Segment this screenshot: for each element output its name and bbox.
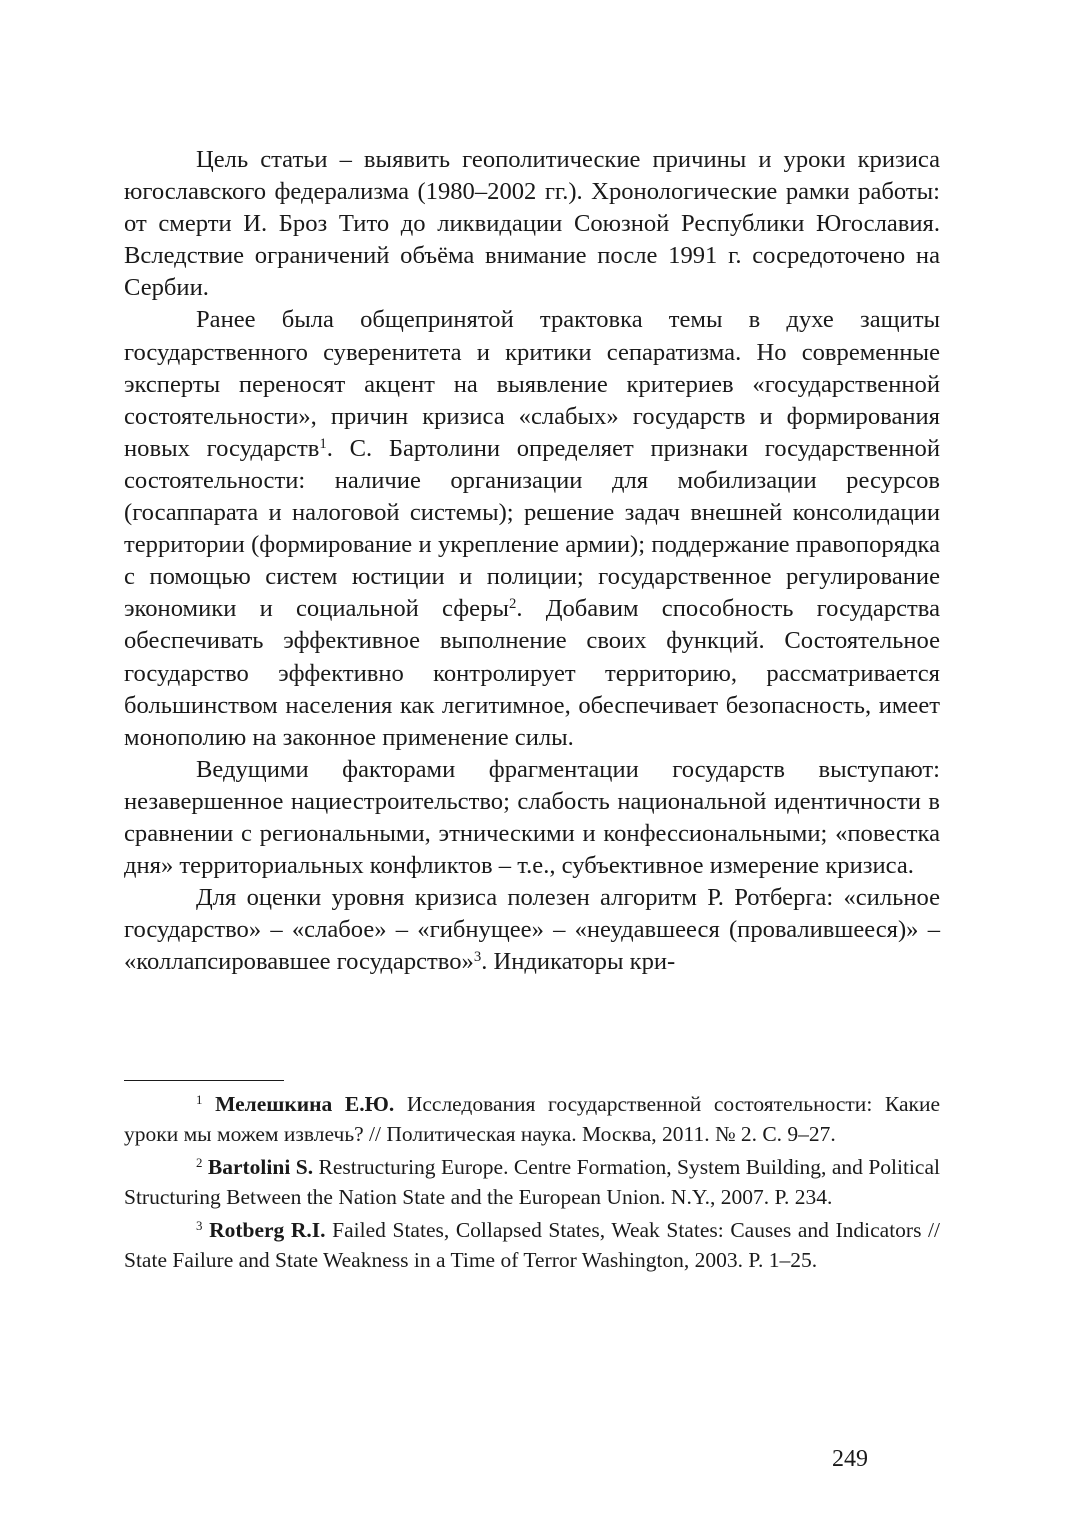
footnote-3: $^3$ Rotberg R.I. Failed States, Collapsed States, Weak States: Causes and Indicators // State Failure and State Weakness in a Time of Terror Washington, 2003. P. 1–25. bbox=[124, 1218, 940, 1272]
paragraph-2: Ранее была общепринятой трактовка темы в духе защиты государственного суверенитета и критики сепаратизма. Но современные эксперты переносят акцент на выявление критериев «государственной состоятельности», причин кризиса «слабых» государств и формирования новых государств$^1$. С. Бартолини определяет признаки государственной состоятельности: наличие организации для мобилизации ресурсов (госаппарата и налоговой системы); решение задач внешней консолидации территории (формирование и укрепление армии); поддержание правопорядка с помощью систем юстиции и полиции; государственное регулирование экономики и социальной сферы$^2$. Добавим способность государства обеспечивать эффективное выполнение своих функций. Состоятельное государство эффективно контролирует территорию, рассматривается большинством населения как легитимное, обеспечивает безопасность, имеет монополию на законное применение силы. bbox=[124, 306, 941, 751]
footnote-marker: 1 bbox=[196, 1092, 203, 1107]
footnote-separator bbox=[124, 1080, 284, 1081]
main-text bbox=[124, 144, 940, 978]
footnote-1: $^1$ Мелешкина Е.Ю. Исследования государственной состоятельности: Какие уроки мы можем извлечь? // Политическая наука. Москва, 2011. № 2. С. 9–27. bbox=[124, 1092, 940, 1146]
footnote-marker: 3 bbox=[473, 949, 482, 966]
footnote-marker: 2 bbox=[196, 1155, 203, 1170]
footnotes bbox=[124, 1090, 940, 1279]
author-name: Мелешкина Е.Ю. bbox=[215, 1092, 395, 1116]
paragraph-4: Для оценки уровня кризиса полезен алгоритм Р. Ротберга: «сильное государство» – «слабое» – «гибнущее» – «неудавшееся (провалившееся)» – «коллапсировавшее государство»$^3$. Индикаторы кри- bbox=[124, 884, 940, 976]
footnote-marker: 2 bbox=[508, 596, 517, 613]
footnote-2: $^2$ Bartolini S. Restructuring Europe. Centre Formation, System Building, and Political Structuring Between the Nation State and the European Union. N.Y., 2007. P. 234. bbox=[124, 1155, 940, 1209]
author-name: Rotberg R.I. bbox=[209, 1218, 326, 1242]
paragraph-3: Ведущими факторами фрагментации государств выступают: незавершенное нациестроительство; слабость национальной идентичности в сравнении с региональными, этническими и конфессиональными; «повестка дня» территориальных конфликтов – т.е., субъективное измерение кризиса. bbox=[124, 755, 940, 880]
page-number: 249 bbox=[832, 1446, 868, 1472]
paragraph-1: Цель статьи – выявить геополитические причины и уроки кризиса югославского федерализма (1980–2002 гг.). Хронологические рамки работы: от смерти И. Броз Тито до ликвидации Союзной Республики Югославия. Вследствие ограничений объёма внимание после 1991 г. сосредоточено на Сербии. bbox=[124, 146, 940, 302]
author-name: Bartolini S. bbox=[207, 1155, 314, 1179]
footnote-marker: 1 bbox=[319, 435, 327, 452]
footnote-marker: 3 bbox=[196, 1218, 203, 1233]
